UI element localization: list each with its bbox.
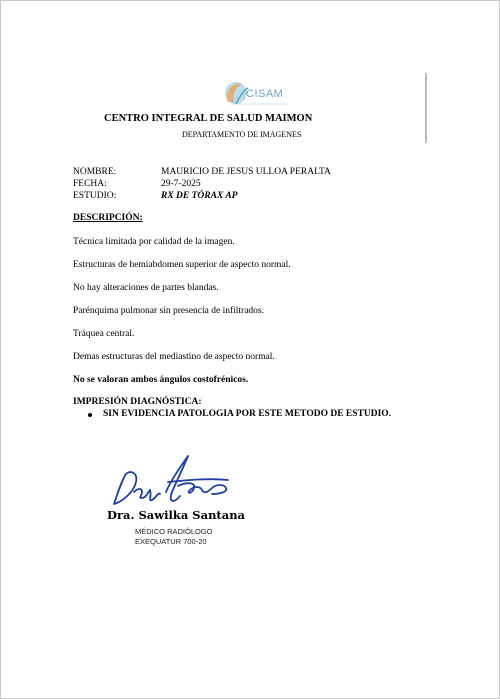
finding-item: Tráquea central. bbox=[73, 329, 135, 339]
impression-heading: IMPRESIÓN DIAGNÓSTICA: bbox=[73, 397, 202, 407]
handwritten-signature bbox=[108, 452, 233, 510]
study-value: RX DE TÓRAX AP bbox=[161, 191, 238, 201]
finding-item: No hay alteraciones de partes blandas. bbox=[73, 283, 219, 293]
finding-item: Técnica limitada por calidad de la imagen. bbox=[73, 237, 235, 247]
name-value: MAURICIO DE JESUS ULLOA PERALTA bbox=[161, 167, 331, 177]
finding-item: Estructuras de hemiabdomen superior de aspecto normal. bbox=[73, 260, 291, 270]
finding-item: No se valoran ambos ángulos costofrénicos. bbox=[73, 375, 249, 385]
name-label: NOMBRE: bbox=[73, 167, 117, 177]
department-subtitle: DEPARTAMENTO DE IMAGENES bbox=[182, 130, 302, 139]
header-divider bbox=[425, 73, 427, 143]
institution-title: CENTRO INTEGRAL DE SALUD MAIMON bbox=[104, 113, 313, 124]
study-label: ESTUDIO: bbox=[73, 191, 117, 201]
date-value: 29-7-2025 bbox=[161, 179, 201, 189]
impression-item: SIN EVIDENCIA PATOLOGIA POR ESTE METODO DE ESTUDIO. bbox=[103, 409, 392, 419]
finding-item: Parénquima pulmonar sin presencia de infiltrados. bbox=[73, 306, 265, 316]
signature-exequatur: EXEQUATUR 700-20 bbox=[135, 537, 207, 546]
date-label: FECHA: bbox=[73, 179, 107, 189]
description-heading: DESCRIPCIÓN: bbox=[73, 213, 143, 223]
bullet-icon bbox=[88, 413, 92, 417]
finding-item: Demas estructuras del mediastino de aspecto normal. bbox=[73, 352, 275, 362]
signature-name: Dra. Sawilka Santana bbox=[107, 508, 245, 522]
signature-role: MÉDICO RADIÓLOGO bbox=[135, 527, 213, 536]
logo-text: CISAM bbox=[246, 88, 284, 100]
